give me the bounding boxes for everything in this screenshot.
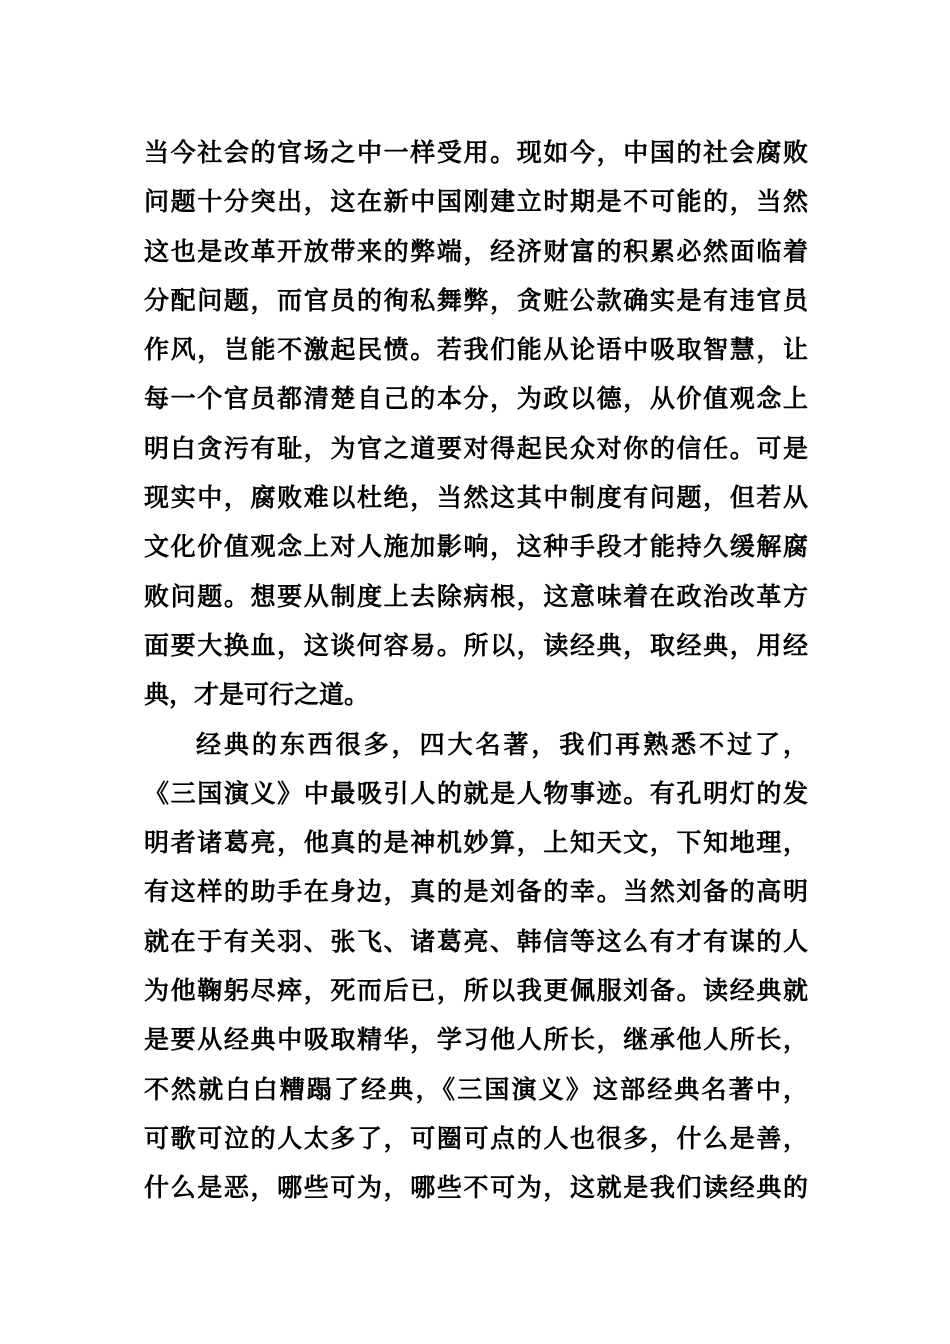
text-line: 经典的东西很多，四大名著，我们再熟悉不过了， <box>196 729 808 759</box>
text-line: 就在于有关羽、张飞、诸葛亮、韩信等这么有才有谋的人 <box>144 926 808 956</box>
text-line: 文化价值观念上对人施加影响，这种手段才能持久缓解腐 <box>144 532 808 562</box>
text-line: 败问题。想要从制度上去除病根，这意味着在政治改革方 <box>144 581 808 611</box>
text-line: 可歌可泣的人太多了，可圈可点的人也很多，什么是善， <box>144 1123 808 1153</box>
text-line: 当今社会的官场之中一样受用。现如今，中国的社会腐败 <box>144 138 808 167</box>
text-line: 分配问题，而官员的徇私舞弊，贪赃公款确实是有违官员 <box>144 285 808 315</box>
text-line: 典，才是可行之道。 <box>144 680 370 710</box>
text-line: 现实中，腐败难以杜绝，当然这其中制度有问题，但若从 <box>144 483 808 513</box>
text-line: 是要从经典中吸取精华，学习他人所长，继承他人所长， <box>144 1025 808 1055</box>
text-line: 作风，岂能不激起民愤。若我们能从论语中吸取智慧，让 <box>144 335 808 365</box>
text-line: 面要大换血，这谈何容易。所以，读经典，取经典，用经 <box>144 630 808 660</box>
text-line: 问题十分突出，这在新中国刚建立时期是不可能的，当然 <box>144 187 808 217</box>
text-line: 不然就白白糟蹋了经典，《三国演义》这部经典名著中， <box>144 1074 808 1104</box>
text-line: 什么是恶，哪些可为，哪些不可为，这就是我们读经典的 <box>144 1173 808 1203</box>
text-line: 这也是改革开放带来的弊端，经济财富的积累必然面临着 <box>144 236 808 266</box>
text-line: 明者诸葛亮，他真的是神机妙算，上知天文，下知地理， <box>144 828 808 858</box>
text-line: 为他鞠躬尽瘁，死而后已，所以我更佩服刘备。读经典就 <box>144 976 808 1006</box>
text-line: 每一个官员都清楚自己的本分，为政以德，从价值观念上 <box>144 384 808 414</box>
text-line: 《三国演义》中最吸引人的就是人物事迹。有孔明灯的发 <box>144 778 808 808</box>
text-line: 明白贪污有耻，为官之道要对得起民众对你的信任。可是 <box>144 433 808 463</box>
text-line: 有这样的助手在身边，真的是刘备的幸。当然刘备的高明 <box>144 877 808 907</box>
body-text <box>144 128 808 1213</box>
